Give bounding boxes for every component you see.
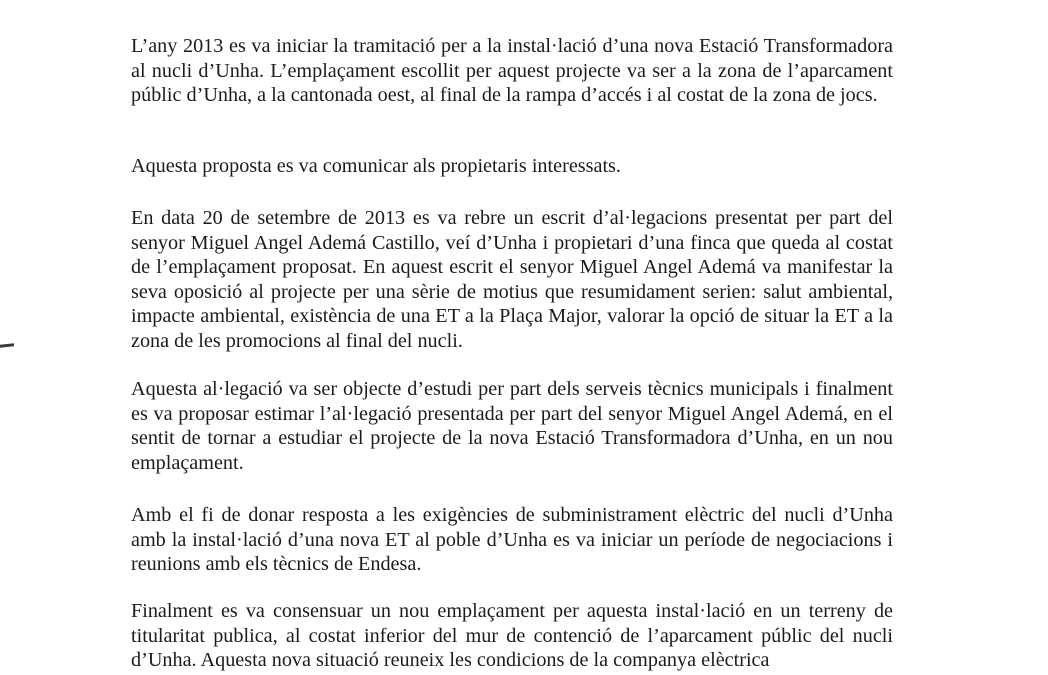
paragraph-2: Aquesta proposta es va comunicar als propietaris interessats. xyxy=(131,155,621,177)
paragraph-5: Amb el fi de donar resposta a les exigències de subministrament elèctric del nucli d’Unha amb la instal·lació d’una nova ET al poble d’Unha es va iniciar un període de negociacions i reunions amb els tècnics de Endesa. xyxy=(131,504,893,576)
paragraph-4: Aquesta al·legació va ser objecte d’estudi per part dels serveis tècnics municipals i finalment es va proposar estimar l’al·legació presentada per part del senyor Miguel Angel Ademá, en el sentit de tornar a estudiar el projecte de la nova Estació Transformadora d’Unha, en un nou emplaçament. xyxy=(131,378,893,474)
paragraph-3: En data 20 de setembre de 2013 es va rebre un escrit d’al·legacions presentat per part del senyor Miguel Angel Ademá Castillo, veí d’Unha i propietari d’una finca que queda al costat de l’emplaçament proposat. En aquest escrit el senyor Miguel Angel Ademá va manifestar la seva oposició al projecte per una sèrie de motius que resumidament serien: salut ambiental, impacte ambiental, existència de una ET a la Plaça Major, valorar la opció de situar la ET a la zona de les promocions al final del nucli. xyxy=(131,207,893,352)
paragraph-6: Finalment es va consensuar un nou emplaçament per aquesta instal·lació en un terreny de titularitat publica, al costat inferior del mur de contenció de l’aparcament públic del nucli d’Unha. Aquesta nova situació reuneix les condicions de la companya elèctrica xyxy=(131,600,893,672)
scan-margin-mark xyxy=(0,343,14,347)
paragraph-1: L’any 2013 es va iniciar la tramitació per a la instal·lació d’una nova Estació Transformadora al nucli d’Unha. L’emplaçament escollit per aquest projecte va ser a la zona de l’aparcament públic d’Unha, a la cantonada oest, al final de la rampa d’accés i al costat de la zona de jocs. xyxy=(131,35,893,107)
